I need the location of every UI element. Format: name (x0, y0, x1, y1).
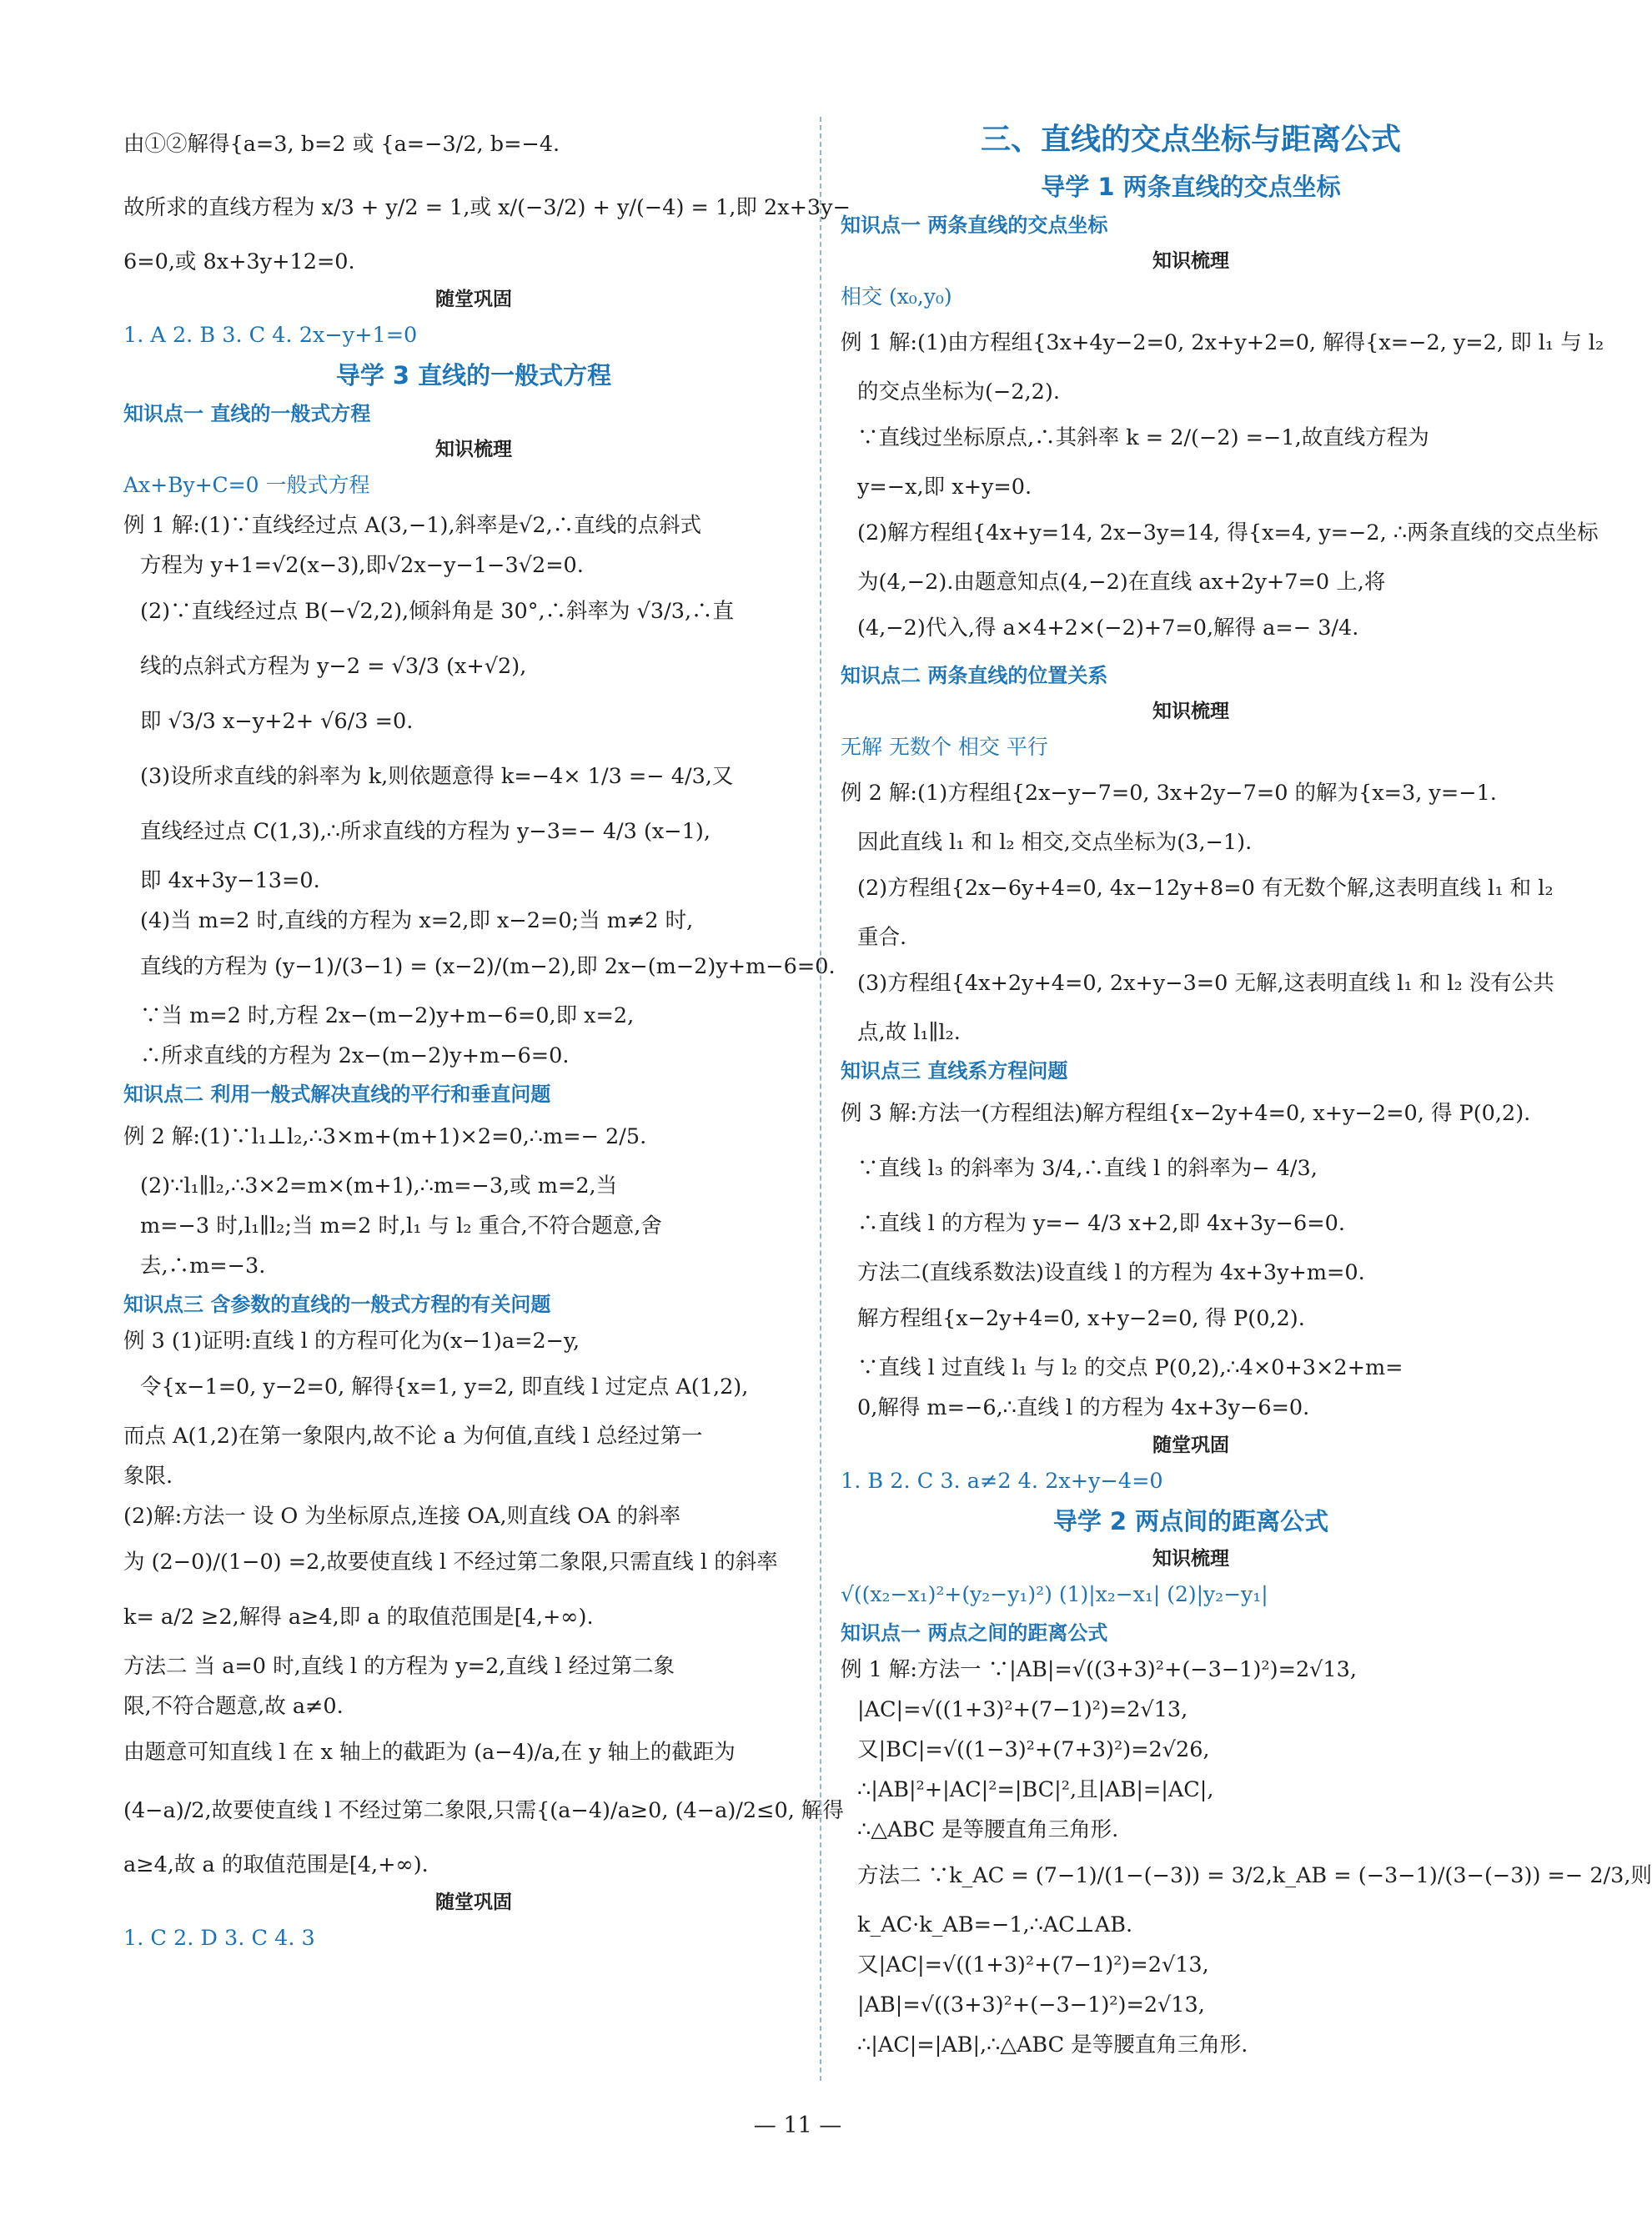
example-line: ∴所求直线的方程为 2x−(m−2)y+m−6=0. (140, 1043, 570, 1068)
guide-heading: 导学 2 两点间的距离公式 (1052, 1507, 1329, 1535)
example-line: 点,故 l₁∥l₂. (857, 1020, 961, 1045)
example-line: 又|AC|=√((1+3)²+(7−1)²)=2√13, (857, 1952, 1209, 1977)
example-line: 例 1 解:(1)∵直线经过点 A(3,−1),斜率是√2,∴直线的点斜式 (123, 513, 702, 538)
section-label: 知识梳理 (1152, 1548, 1229, 1570)
section-label: 随堂巩固 (435, 1892, 512, 1913)
example-line: 例 3 (1)证明:直线 l 的方程可化为(x−1)a=2−y, (123, 1329, 580, 1354)
example-line: (4,−2)代入,得 a×4+2×(−2)+7=0,解得 a=− 3/4. (857, 616, 1359, 641)
example-line: (2)解方程组{4x+y=14, 2x−3y=14, 得{x=4, y=−2, ∴两条直线的交点坐标 (857, 520, 1599, 545)
section-label: 随堂巩固 (435, 289, 512, 310)
knowledge-point-heading: 知识点一 直线的一般式方程 (123, 402, 371, 425)
example-line: 又|BC|=√((1−3)²+(7+3)²)=2√26, (857, 1737, 1210, 1762)
example-line: ∴|AB|²+|AC|²=|BC|²,且|AB|=|AC|, (857, 1777, 1214, 1802)
example-line: ∵直线 l 过直线 l₁ 与 l₂ 的交点 P(0,2),∴4×0+3×2+m= (857, 1355, 1403, 1380)
example-line: (2)解:方法一 设 O 为坐标原点,连接 OA,则直线 OA 的斜率 (123, 1504, 681, 1529)
section-title: 三、直线的交点坐标与距离公式 (980, 123, 1401, 157)
example-line: (2)方程组{2x−6y+4=0, 4x−12y+8=0 有无数个解,这表明直线 l₁ 和 l₂ (857, 876, 1554, 901)
example-line: (3)方程组{4x+2y+4=0, 2x+y−3=0 无解,这表明直线 l₁ 和 l₂ 没有公共 (857, 971, 1554, 996)
example-line: 方法二(直线系数法)设直线 l 的方程为 4x+3y+m=0. (857, 1260, 1365, 1285)
example-line: 方法二 ∵k_AC = (7−1)/(1−(−3)) = 3/2,k_AB = (−3−1)/(3−(−3)) =− 2/3,则 (857, 1863, 1652, 1888)
example-line: y=−x,即 x+y=0. (857, 475, 1032, 500)
knowledge-point-heading: 知识点一 两条直线的交点坐标 (841, 214, 1108, 237)
knowledge-point-heading: 知识点二 利用一般式解决直线的平行和垂直问题 (123, 1083, 551, 1106)
example-line: 方法二 当 a=0 时,直线 l 的方程为 y=2,直线 l 经过第二象 (123, 1654, 675, 1679)
example-line: a≥4,故 a 的取值范围是[4,+∞). (123, 1852, 429, 1877)
answer-line: 1. B 2. C 3. a≠2 4. 2x+y−4=0 (841, 1469, 1163, 1494)
example-line: |AC|=√((1+3)²+(7−1)²)=2√13, (857, 1697, 1188, 1722)
example-line: 限,不符合题意,故 a≠0. (123, 1694, 344, 1719)
answer-line: 1. C 2. D 3. C 4. 3 (123, 1926, 315, 1951)
example-line: 例 2 解:(1)方程组{2x−y−7=0, 3x+2y−7=0 的解为{x=3, y=−1. (841, 781, 1497, 806)
example-line: (2)∵直线经过点 B(−√2,2),倾斜角是 30°,∴斜率为 √3/3,∴直 (140, 599, 735, 624)
right-column (841, 117, 1652, 2067)
section-label: 随堂巩固 (1152, 1435, 1229, 1456)
example-line: 即 √3/3 x−y+2+ √6/3 =0. (140, 709, 414, 734)
solution-line: 故所求的直线方程为 x/3 + y/2 = 1,或 x/(−3/2) + y/(−4) = 1,即 2x+3y− (123, 195, 851, 220)
fill-answer: 无解 无数个 相交 平行 (841, 735, 1048, 759)
example-line: 重合. (857, 925, 907, 950)
knowledge-point-heading: 知识点一 两点之间的距离公式 (841, 1621, 1108, 1645)
example-line: 由题意可知直线 l 在 x 轴上的截距为 (a−4)/a,在 y 轴上的截距为 (123, 1740, 736, 1765)
knowledge-point-heading: 知识点三 含参数的直线的一般式方程的有关问题 (123, 1293, 551, 1316)
example-line: 即 4x+3y−13=0. (140, 868, 320, 893)
column-divider (820, 117, 821, 2081)
example-line: 直线的方程为 (y−1)/(3−1) = (x−2)/(m−2),即 2x−(m−2)y+m−6=0. (140, 954, 836, 979)
answer-line: 1. A 2. B 3. C 4. 2x−y+1=0 (123, 323, 418, 348)
example-line: 0,解得 m=−6,∴直线 l 的方程为 4x+3y−6=0. (857, 1395, 1310, 1420)
example-line: 线的点斜式方程为 y−2 = √3/3 (x+√2), (140, 654, 527, 679)
guide-heading: 导学 1 两条直线的交点坐标 (1041, 173, 1341, 201)
example-line: 的交点坐标为(−2,2). (857, 379, 1060, 404)
example-line: |AB|=√((3+3)²+(−3−1)²)=2√13, (857, 1992, 1205, 2017)
example-line: k= a/2 ≥2,解得 a≥4,即 a 的取值范围是[4,+∞). (123, 1605, 594, 1630)
example-line: (4−a)/2,故要使直线 l 不经过第二象限,只需{(a−4)/a≥0, (4−a)/2≤0, 解得 (123, 1798, 844, 1823)
example-line: 令{x−1=0, y−2=0, 解得{x=1, y=2, 即直线 l 过定点 A(1,2), (140, 1374, 749, 1399)
example-line: 解方程组{x−2y+4=0, x+y−2=0, 得 P(0,2). (857, 1306, 1305, 1331)
fill-answer: √((x₂−x₁)²+(y₂−y₁)²) (1)|x₂−x₁| (2)|y₂−y₁| (841, 1582, 1268, 1606)
knowledge-point-heading: 知识点二 两条直线的位置关系 (841, 664, 1108, 687)
example-line: ∴△ABC 是等腰直角三角形. (857, 1817, 1119, 1842)
example-line: k_AC·k_AB=−1,∴AC⊥AB. (857, 1912, 1133, 1937)
fill-answer: Ax+By+C=0 一般式方程 (123, 473, 370, 497)
example-line: (2)∵l₁∥l₂,∴3×2=m×(m+1),∴m=−3,或 m=2,当 (140, 1173, 618, 1198)
fill-answer: 相交 (x₀,y₀) (841, 284, 952, 309)
section-label: 知识梳理 (1152, 701, 1229, 722)
example-line: 为(4,−2).由题意知点(4,−2)在直线 ax+2y+7=0 上,将 (857, 570, 1386, 595)
left-column (123, 117, 851, 1960)
example-line: ∵当 m=2 时,方程 2x−(m−2)y+m−6=0,即 x=2, (140, 1003, 635, 1028)
knowledge-point-heading: 知识点三 直线系方程问题 (841, 1059, 1068, 1083)
section-label: 知识梳理 (1152, 250, 1229, 272)
example-line: ∵直线 l₃ 的斜率为 3/4,∴直线 l 的斜率为− 4/3, (857, 1156, 1318, 1181)
example-line: m=−3 时,l₁∥l₂;当 m=2 时,l₁ 与 l₂ 重合,不符合题意,舍 (140, 1213, 662, 1239)
example-line: ∴直线 l 的方程为 y=− 4/3 x+2,即 4x+3y−6=0. (857, 1211, 1345, 1236)
example-line: 去,∴m=−3. (140, 1254, 266, 1279)
example-line: 因此直线 l₁ 和 l₂ 相交,交点坐标为(3,−1). (857, 830, 1253, 855)
solution-line: 由①②解得{a=3, b=2 或 {a=−3/2, b=−4. (123, 132, 560, 157)
example-line: 直线经过点 C(1,3),∴所求直线的方程为 y−3=− 4/3 (x−1), (140, 819, 711, 844)
example-line: 象限. (123, 1464, 173, 1489)
example-line: 而点 A(1,2)在第一象限内,故不论 a 为何值,直线 l 总经过第一 (123, 1424, 703, 1449)
page-number: — 11 — (753, 2113, 842, 2138)
example-line: 为 (2−0)/(1−0) =2,故要使直线 l 不经过第二象限,只需直线 l 的斜率 (123, 1550, 778, 1575)
section-label: 知识梳理 (435, 439, 512, 460)
example-line: (4)当 m=2 时,直线的方程为 x=2,即 x−2=0;当 m≠2 时, (140, 908, 694, 933)
example-line: 方程为 y+1=√2(x−3),即√2x−y−1−3√2=0. (140, 553, 584, 578)
example-line: (3)设所求直线的斜率为 k,则依题意得 k=−4× 1/3 =− 4/3,又 (140, 764, 734, 789)
example-line: 例 1 解:方法一 ∵|AB|=√((3+3)²+(−3−1)²)=2√13, (841, 1657, 1357, 1682)
example-line: ∵直线过坐标原点,∴其斜率 k = 2/(−2) =−1,故直线方程为 (857, 425, 1429, 450)
example-line: 例 3 解:方法一(方程组法)解方程组{x−2y+4=0, x+y−2=0, 得 P(0,2). (841, 1101, 1531, 1126)
example-line: 例 2 解:(1)∵l₁⊥l₂,∴3×m+(m+1)×2=0,∴m=− 2/5. (123, 1124, 647, 1149)
example-line: 例 1 解:(1)由方程组{3x+4y−2=0, 2x+y+2=0, 解得{x=−2, y=2, 即 l₁ 与 l₂ (841, 330, 1604, 355)
guide-heading: 导学 3 直线的一般式方程 (335, 361, 612, 389)
solution-line: 6=0,或 8x+3y+12=0. (123, 249, 355, 274)
example-line: ∴|AC|=|AB|,∴△ABC 是等腰直角三角形. (857, 2033, 1248, 2058)
